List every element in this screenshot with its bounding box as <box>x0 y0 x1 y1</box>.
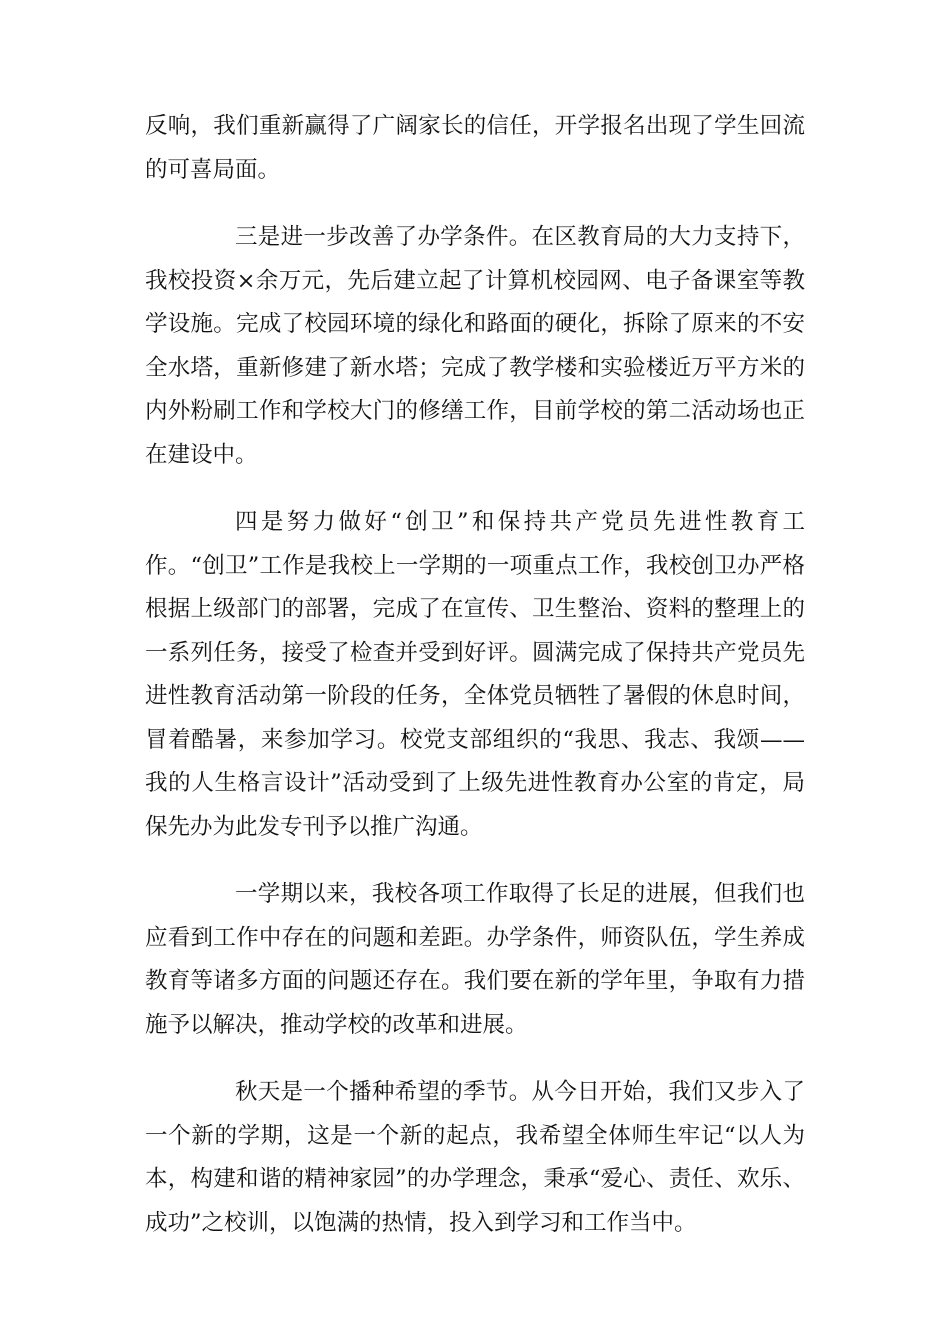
document-page <box>145 105 805 1269</box>
paragraph-hygiene-party-education: 四是努力做好“创卫”和保持共产党员先进性教育工作。“创卫”工作是我校上一学期的一项重点工作，我校创卫办严格根据上级部门的部署，完成了在宣传、卫生整治、资料的整理上的一系列任务，接受了检查并受到好评。圆满完成了保持共产党员先进性教育活动第一阶段的任务，全体党员牺牲了暑假的休息时间，冒着酷暑，来参加学习。校党支部组织的“我思、我志、我颂——我的人生格言设计”活动受到了上级先进性教育办公室的肯定，局保先办为此发专刊予以推广沟通。 <box>145 509 805 840</box>
paragraph-new-semester: 秋天是一个播种希望的季节。从今日开始，我们又步入了一个新的学期，这是一个新的起点，我希望全体师生牢记“以人为本，构建和谐的精神家园”的办学理念，秉承“爱心、责任、欢乐、成功”之校训，以饱满的热情，投入到学习和工作当中。 <box>145 1079 805 1236</box>
paragraph-school-conditions: 三是进一步改善了办学条件。在区教育局的大力支持下，我校投资×余万元，先后建立起了计算机校园网、电子备课室等教学设施。完成了校园环境的绿化和路面的硬化，拆除了原来的不安全水塔，重新修建了新水塔；完成了教学楼和实验楼近万平方米的内外粉刷工作和学校大门的修缮工作，目前学校的第二活动场也正在建设中。 <box>145 224 805 468</box>
paragraph-problems-gaps: 一学期以来，我校各项工作取得了长足的进展，但我们也应看到工作中存在的问题和差距。办学条件，师资队伍，学生养成教育等诸多方面的问题还存在。我们要在新的学年里，争取有力措施予以解决，推动学校的改革和进展。 <box>145 881 805 1038</box>
paragraph-continuation: 反响，我们重新赢得了广阔家长的信任，开学报名出现了学生回流的可喜局面。 <box>145 113 805 183</box>
